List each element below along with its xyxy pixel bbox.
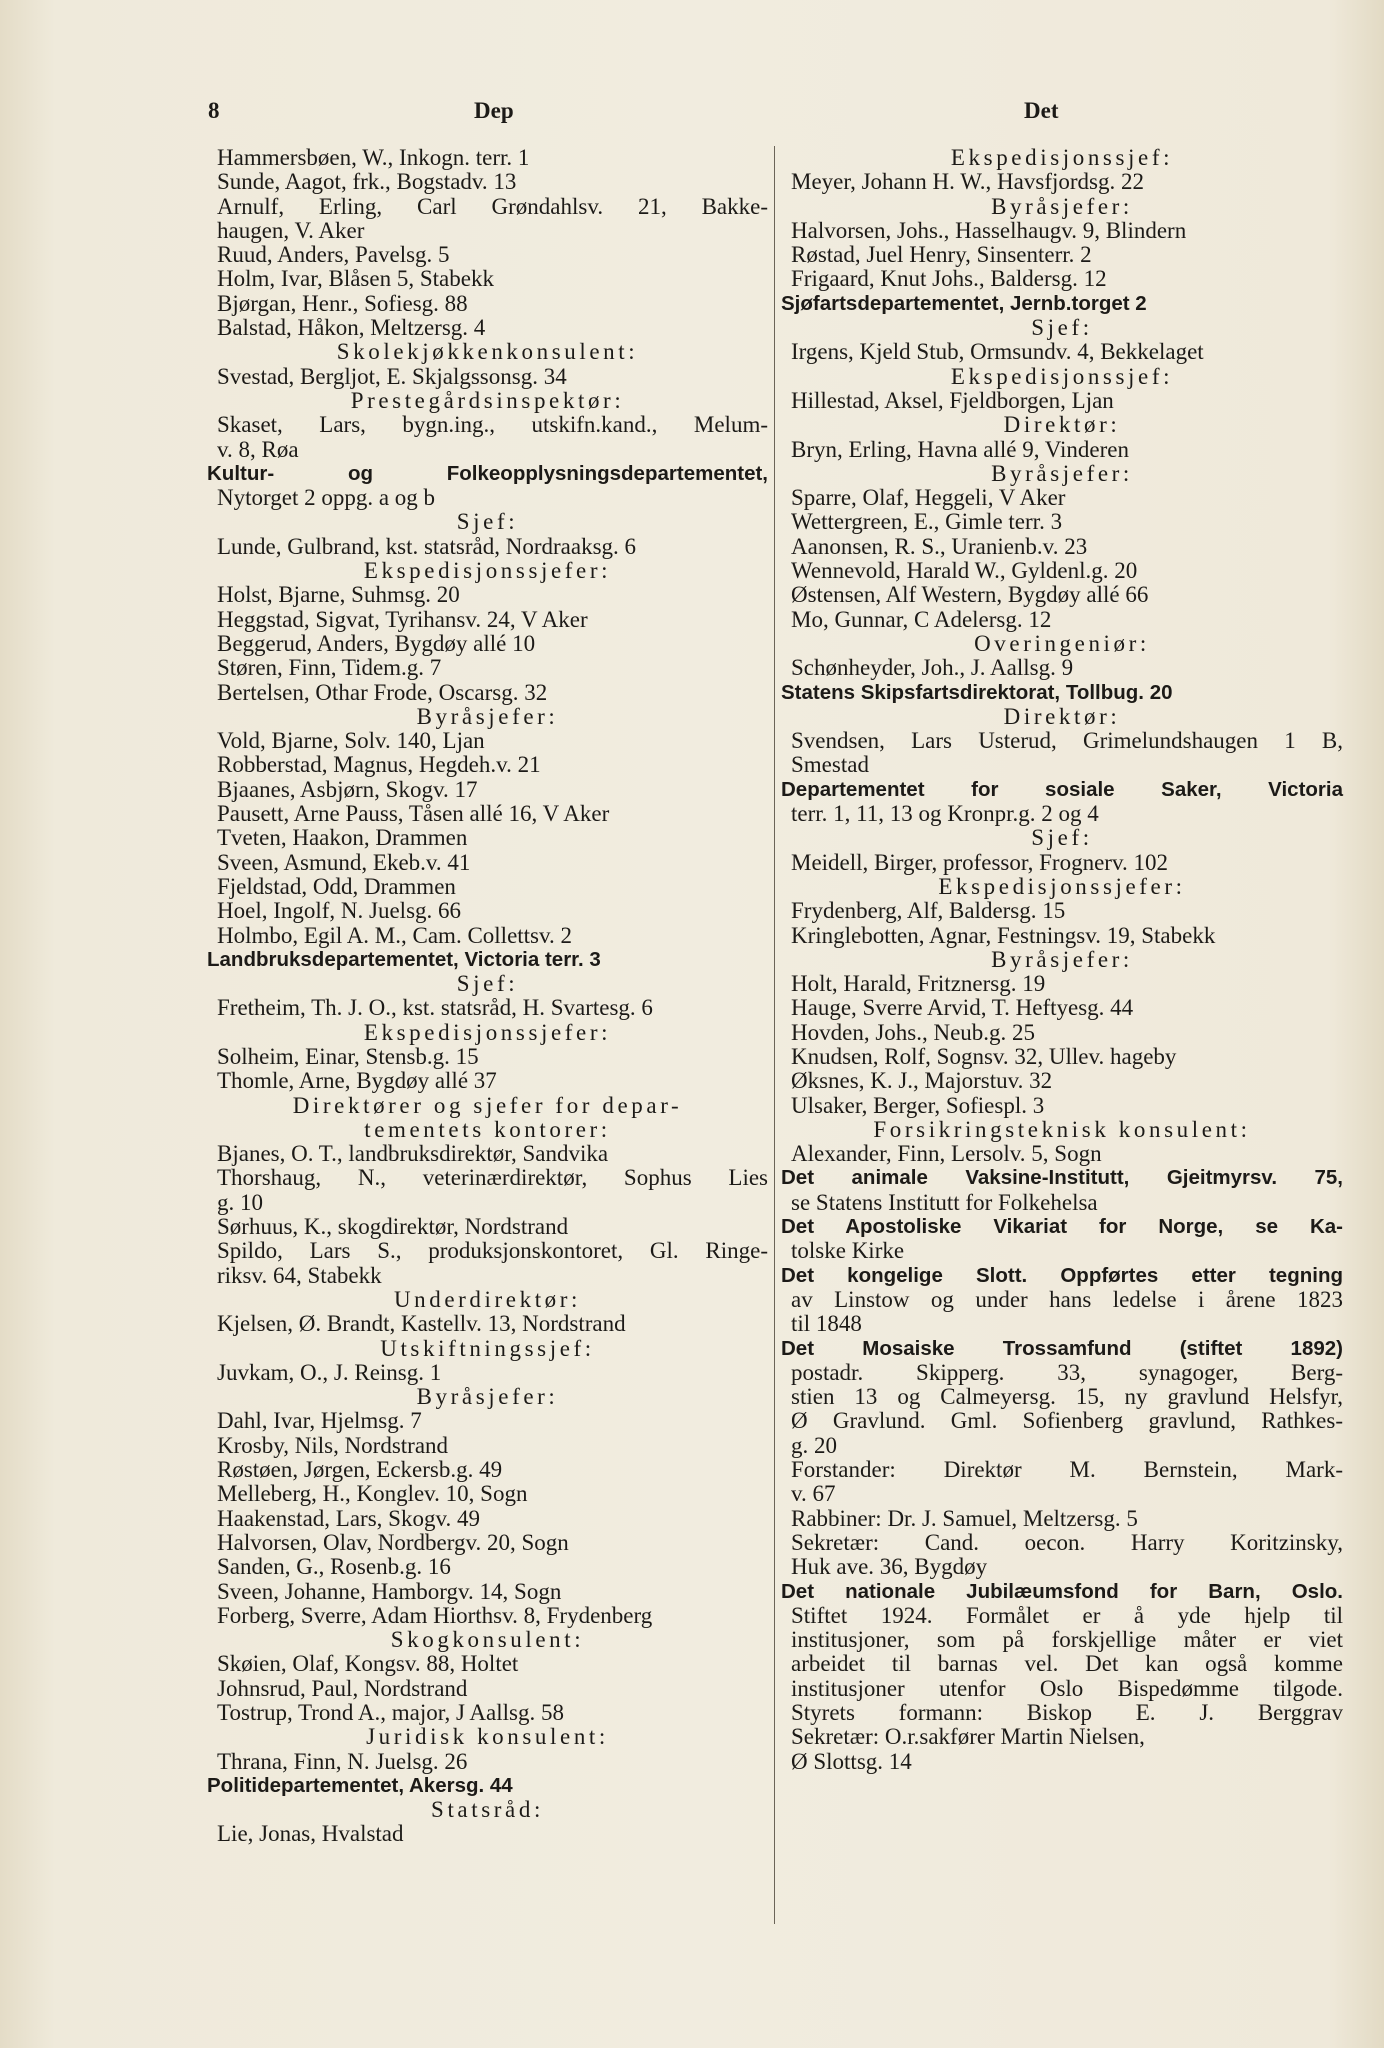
right-section-heading: Byråsjefer: xyxy=(991,946,1133,972)
left-entry-line: Juvkam, O., J. Reinsg. 1 xyxy=(217,1359,442,1385)
left-entry-line: Bertelsen, Othar Frode, Oscarsg. 32 xyxy=(217,679,548,705)
left-entry-line: Solheim, Einar, Stensb.g. 15 xyxy=(217,1043,479,1069)
right-entry-line: Meyer, Johann H. W., Havsfjordsg. 22 xyxy=(791,169,1144,195)
left-entry-line: Holm, Ivar, Blåsen 5, Stabekk xyxy=(217,266,494,292)
left-entry-line: Støren, Finn, Tidem.g. 7 xyxy=(217,655,442,681)
right-entry-line: tolske Kirke xyxy=(791,1238,905,1264)
left-section-heading: Skogkonsulent: xyxy=(390,1627,585,1653)
right-entry-line: Ø Slottsg. 14 xyxy=(791,1748,912,1774)
right-entry-line: stien 13 og Calmeyersg. 15, ny gravlund Helsfyr, xyxy=(791,1384,1343,1410)
left-entry-line: Beggerud, Anders, Bygdøy allé 10 xyxy=(217,630,536,656)
page-number: 8 xyxy=(208,98,220,123)
left-entry-line: Skøien, Olaf, Kongsv. 88, Holtet xyxy=(217,1651,519,1677)
right-section-heading: Sjef: xyxy=(1031,315,1093,341)
left-column xyxy=(207,146,768,1847)
left-entry-line: Arnulf, Erling, Carl Grøndahlsv. 21, Bakke- xyxy=(217,193,768,219)
right-column xyxy=(781,146,1343,1774)
right-institution-heading: Det Mosaiske Trossamfund (stiftet 1892) xyxy=(781,1336,1343,1360)
right-entry-line: Schønheyder, Joh., J. Aallsg. 9 xyxy=(791,655,1074,681)
right-entry-line: Hillestad, Aksel, Fjeldborgen, Ljan xyxy=(791,387,1114,413)
left-section-heading: Sjef: xyxy=(456,971,519,997)
right-section-heading: Direktør: xyxy=(1003,412,1121,438)
right-entry-line: Alexander, Finn, Lersolv. 5, Sogn xyxy=(791,1141,1102,1167)
right-running-head: Det xyxy=(1024,98,1059,123)
right-entry-line: institusjoner, som på forskjellige måter er viet xyxy=(791,1627,1343,1653)
left-entry-line: Holst, Bjarne, Suhmsg. 20 xyxy=(217,582,460,608)
right-entry-line: Aanonsen, R. S., Uranienb.v. 23 xyxy=(791,533,1088,559)
left-entry-line: Johnsrud, Paul, Nordstrand xyxy=(217,1675,468,1701)
left-entry-line: Fjeldstad, Odd, Drammen xyxy=(217,873,456,899)
left-entry-line: Vold, Bjarne, Solv. 140, Ljan xyxy=(217,728,485,754)
right-entry-line: arbeidet til barnas vel. Det kan også komme xyxy=(791,1651,1343,1677)
right-entry-line: Hauge, Sverre Arvid, T. Heftyesg. 44 xyxy=(791,995,1134,1021)
left-entry-line: Fretheim, Th. J. O., kst. statsråd, H. Svartesg. 6 xyxy=(217,995,653,1021)
left-entry-line: Sveen, Johanne, Hamborgv. 14, Sogn xyxy=(217,1578,562,1604)
right-section-heading: Ekspedisjonssjef: xyxy=(950,145,1174,170)
left-entry-line: Bjørgan, Henr., Sofiesg. 88 xyxy=(217,290,468,316)
right-entry-line: Knudsen, Rolf, Sognsv. 32, Ullev. hageby xyxy=(791,1043,1177,1069)
left-entry-line: Forberg, Sverre, Adam Hiorthsv. 8, Frydenberg xyxy=(217,1602,653,1628)
right-institution-heading: Det nationale Jubilæumsfond for Barn, Oslo. xyxy=(781,1579,1343,1603)
left-section-heading: Byråsjefer: xyxy=(416,703,559,729)
right-institution-heading: Statens Skipsfartsdirektorat, Tollbug. 20 xyxy=(781,680,1173,704)
right-section-heading: Forsikringsteknisk konsulent: xyxy=(873,1116,1251,1142)
left-section-heading: Statsråd: xyxy=(431,1797,544,1823)
left-entry-line: Lunde, Gulbrand, kst. statsråd, Nordraaksg. 6 xyxy=(217,533,637,559)
right-entry-line: Sparre, Olaf, Heggeli, V Aker xyxy=(791,485,1066,511)
left-entry-line: Skaset, Lars, bygn.ing., utskifn.kand., Melum- xyxy=(217,412,768,438)
left-institution-heading: Landbruksdepartementet, Victoria terr. 3 xyxy=(207,947,601,971)
right-section-heading: Sjef: xyxy=(1031,825,1093,851)
left-entry-line: Hoel, Ingolf, N. Juelsg. 66 xyxy=(217,898,462,924)
left-entry-line: v. 8, Røa xyxy=(217,436,299,462)
right-entry-line: Huk ave. 36, Bygdøy xyxy=(791,1554,988,1580)
right-institution-heading: Sjøfartsdepartementet, Jernb.torget 2 xyxy=(781,291,1147,315)
left-entry-line: Lie, Jonas, Hvalstad xyxy=(217,1821,404,1847)
right-institution-heading: Det kongelige Slott. Oppførtes etter tegning xyxy=(781,1263,1343,1287)
right-entry-line: Kringlebotten, Agnar, Festningsv. 19, Stabekk xyxy=(791,922,1216,948)
right-entry-line: av Linstow og under hans ledelse i årene 1823 xyxy=(791,1286,1343,1312)
left-entry-line: Sunde, Aagot, frk., Bogstadv. 13 xyxy=(217,169,517,195)
right-section-heading: Ekspedisjonssjef: xyxy=(950,363,1174,389)
left-institution-heading: Politidepartementet, Akersg. 44 xyxy=(207,1773,513,1797)
right-institution-heading: Departementet for sosiale Saker, Victoria xyxy=(781,777,1343,801)
right-entry-line: til 1848 xyxy=(791,1311,862,1337)
left-entry-line: Ruud, Anders, Pavelsg. 5 xyxy=(217,242,450,268)
left-entry-line: Tostrup, Trond A., major, J Aallsg. 58 xyxy=(217,1700,564,1725)
left-section-heading: Ekspedisjonssjefer: xyxy=(363,558,612,584)
right-entry-line: Meidell, Birger, professor, Frognerv. 102 xyxy=(791,849,1168,875)
left-entry-line: Halvorsen, Olav, Nordbergv. 20, Sogn xyxy=(217,1529,569,1555)
left-section-heading: Juridisk konsulent: xyxy=(366,1724,609,1750)
right-entry-line: g. 20 xyxy=(791,1432,837,1458)
right-entry-line: se Statens Institutt for Folkehelsa xyxy=(791,1189,1098,1215)
right-section-heading: Overingeniør: xyxy=(974,630,1150,656)
right-entry-line: Røstad, Juel Henry, Sinsenterr. 2 xyxy=(791,242,1092,268)
left-entry-line: Heggstad, Sigvat, Tyrihansv. 24, V Aker xyxy=(217,606,588,632)
left-entry-line: Sørhuus, K., skogdirektør, Nordstrand xyxy=(217,1214,569,1240)
left-section-heading: Skolekjøkkenkonsulent: xyxy=(336,339,639,365)
left-entry-line: Haakenstad, Lars, Skogv. 49 xyxy=(217,1505,480,1531)
left-entry-line: Spildo, Lars S., produksjonskontoret, Gl. Ringe- xyxy=(217,1238,768,1264)
left-section-heading: Prestegårdsinspektør: xyxy=(350,387,625,413)
right-entry-line: Frydenberg, Alf, Baldersg. 15 xyxy=(791,898,1066,924)
right-entry-line: terr. 1, 11, 13 og Kronpr.g. 2 og 4 xyxy=(791,801,1099,827)
right-entry-line: Hovden, Johs., Neub.g. 25 xyxy=(791,1019,1036,1045)
left-running-head: Dep xyxy=(474,98,514,123)
right-entry-line: Ø Gravlund. Gml. Sofienberg gravlund, Rathkes- xyxy=(791,1408,1343,1434)
right-section-heading: Byråsjefer: xyxy=(991,193,1133,219)
left-entry-line: Robberstad, Magnus, Hegdeh.v. 21 xyxy=(217,752,541,778)
left-entry-line: g. 10 xyxy=(217,1189,263,1215)
left-entry-line: Hammersbøen, W., Inkogn. terr. 1 xyxy=(217,145,530,170)
right-entry-line: Stiftet 1924. Formålet er å yde hjelp til xyxy=(791,1602,1343,1628)
right-entry-line: v. 67 xyxy=(791,1481,836,1507)
right-entry-line: Wettergreen, E., Gimle terr. 3 xyxy=(791,509,1063,535)
right-section-heading: Ekspedisjonssjefer: xyxy=(938,873,1186,899)
right-entry-line: Sekretær: Cand. oecon. Harry Koritzinsky, xyxy=(791,1529,1343,1555)
left-entry-line: Melleberg, H., Konglev. 10, Sogn xyxy=(217,1481,528,1507)
left-entry-line: Krosby, Nils, Nordstrand xyxy=(217,1432,449,1458)
right-institution-heading: Det animale Vaksine-Institutt, Gjeitmyrsv. 75, xyxy=(781,1166,1343,1190)
left-entry-line: Pausett, Arne Pauss, Tåsen allé 16, V Aker xyxy=(217,801,610,827)
right-entry-line: Øksnes, K. J., Majorstuv. 32 xyxy=(791,1068,1053,1094)
right-institution-heading: Det Apostoliske Vikariat for Norge, se Ka- xyxy=(781,1215,1343,1239)
right-entry-line: Bryn, Erling, Havna allé 9, Vinderen xyxy=(791,436,1129,462)
left-entry-line: Bjaanes, Asbjørn, Skogv. 17 xyxy=(217,776,478,802)
left-section-heading: Sjef: xyxy=(456,509,519,535)
left-institution-heading: Kultur- og Folkeopplysningsdepartementet, xyxy=(207,461,768,485)
column-divider xyxy=(774,146,775,1924)
right-entry-line: Irgens, Kjeld Stub, Ormsundv. 4, Bekkelaget xyxy=(791,339,1204,365)
left-entry-line: Thrana, Finn, N. Juelsg. 26 xyxy=(217,1748,468,1774)
left-entry-line: riksv. 64, Stabekk xyxy=(217,1262,382,1288)
right-entry-line: Forstander: Direktør M. Bernstein, Mark- xyxy=(791,1457,1343,1483)
left-section-heading: Byråsjefer: xyxy=(416,1384,559,1410)
right-entry-line: Styrets formann: Biskop E. J. Berggrav xyxy=(791,1700,1343,1725)
left-entry-line: Røstøen, Jørgen, Eckersb.g. 49 xyxy=(217,1457,503,1483)
left-entry-line: Sanden, G., Rosenb.g. 16 xyxy=(217,1554,451,1580)
right-section-heading: Byråsjefer: xyxy=(991,460,1133,486)
right-entry-line: Frigaard, Knut Johs., Baldersg. 12 xyxy=(791,266,1107,292)
right-entry-line: Wennevold, Harald W., Gyldenl.g. 20 xyxy=(791,558,1138,584)
right-entry-line: Halvorsen, Johs., Hasselhaugv. 9, Blindern xyxy=(791,217,1187,243)
left-entry-line: Tveten, Haakon, Drammen xyxy=(217,825,468,851)
left-entry-line: Dahl, Ivar, Hjelmsg. 7 xyxy=(217,1408,422,1434)
right-section-heading: Direktør: xyxy=(1003,703,1121,729)
right-entry-line: institusjoner utenfor Oslo Bispedømme tilgode. xyxy=(791,1675,1343,1701)
right-entry-line: Sekretær: O.r.sakfører Martin Nielsen, xyxy=(791,1724,1145,1750)
right-entry-line: postadr. Skipperg. 33, synagoger, Berg- xyxy=(791,1359,1343,1385)
right-entry-line: Østensen, Alf Western, Bygdøy allé 66 xyxy=(791,582,1149,608)
right-entry-line: Rabbiner: Dr. J. Samuel, Meltzersg. 5 xyxy=(791,1505,1138,1531)
left-entry-line: haugen, V. Aker xyxy=(217,217,365,243)
left-entry-line: Holmbo, Egil A. M., Cam. Collettsv. 2 xyxy=(217,922,573,948)
left-entry-line: Svestad, Bergljot, E. Skjalgssonsg. 34 xyxy=(217,363,567,389)
left-section-heading: Ekspedisjonssjefer: xyxy=(363,1019,612,1045)
right-entry-line: Ulsaker, Berger, Sofiespl. 3 xyxy=(791,1092,1045,1118)
left-entry-line: Nytorget 2 oppg. a og b xyxy=(217,485,436,511)
left-section-heading: Underdirektør: xyxy=(393,1286,582,1312)
left-entry-line: Thomle, Arne, Bygdøy allé 37 xyxy=(217,1068,497,1094)
left-section-heading: tementets kontorer: xyxy=(364,1116,611,1142)
left-entry-line: Thorshaug, N., veterinærdirektør, Sophus Lies xyxy=(217,1165,768,1191)
page-header xyxy=(208,98,1344,132)
right-entry-line: Mo, Gunnar, C Adelersg. 12 xyxy=(791,606,1052,632)
right-entry-line: Svendsen, Lars Usterud, Grimelundshaugen 1 B, xyxy=(791,728,1343,754)
left-entry-line: Kjelsen, Ø. Brandt, Kastellv. 13, Nordstrand xyxy=(217,1311,626,1337)
left-entry-line: Bjanes, O. T., landbruksdirektør, Sandvika xyxy=(217,1141,609,1167)
left-entry-line: Sveen, Asmund, Ekeb.v. 41 xyxy=(217,849,471,875)
right-entry-line: Smestad xyxy=(791,752,869,778)
left-entry-line: Balstad, Håkon, Meltzersg. 4 xyxy=(217,315,486,341)
right-entry-line: Holt, Harald, Fritznersg. 19 xyxy=(791,971,1046,997)
left-section-heading: Direktører og sjefer for depar- xyxy=(292,1092,683,1118)
left-section-heading: Utskiftningssjef: xyxy=(380,1335,595,1361)
